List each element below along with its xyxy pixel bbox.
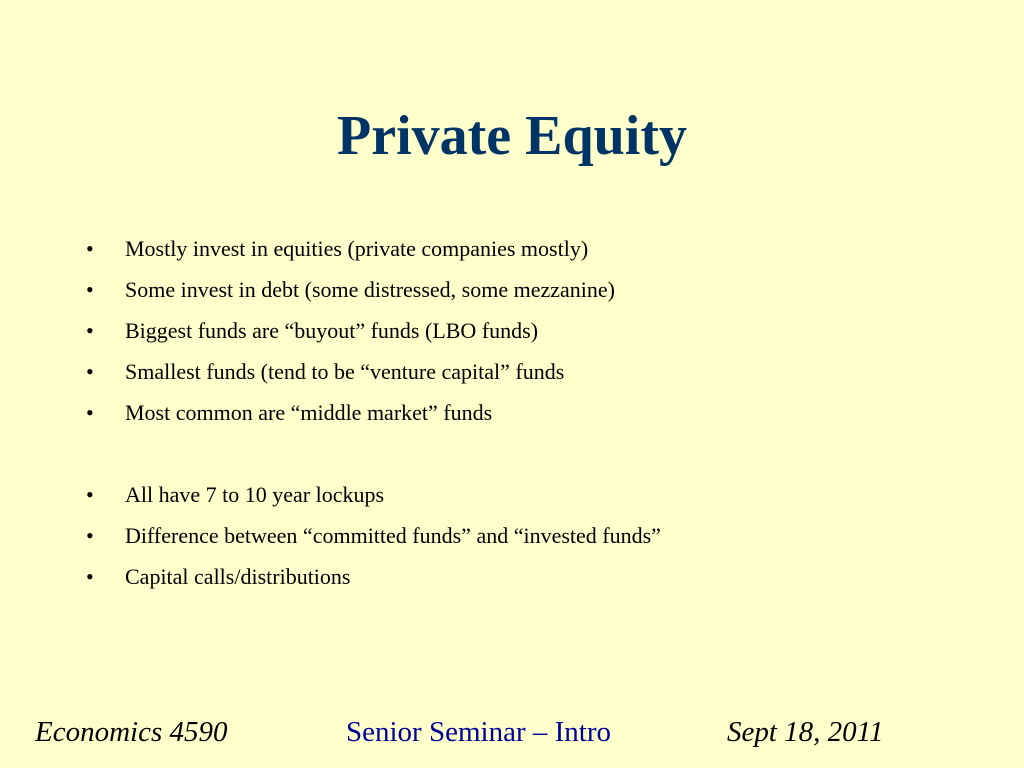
bullet-text: Mostly invest in equities (private companies mostly) <box>125 236 589 261</box>
bullet-text: Smallest funds (tend to be “venture capital” funds <box>125 359 565 384</box>
slide-title: Private Equity <box>337 105 687 167</box>
bullet-symbol: • <box>86 564 94 589</box>
bullet-symbol: • <box>86 523 94 548</box>
bullet-item <box>86 474 966 515</box>
bullet-item <box>86 515 966 556</box>
bullet-item <box>86 392 966 433</box>
bullet-item <box>86 228 966 269</box>
bullet-text: All have 7 to 10 year lockups <box>125 482 385 507</box>
bullet-symbol: • <box>86 482 94 507</box>
bullet-text: Biggest funds are “buyout” funds (LBO funds) <box>125 318 539 343</box>
bullet-item <box>86 351 966 392</box>
bullet-text: Capital calls/distributions <box>125 564 351 589</box>
bullet-item <box>86 310 966 351</box>
bullet-symbol: • <box>86 277 94 302</box>
bullet-symbol: • <box>86 318 94 343</box>
bullet-symbol: • <box>86 236 94 261</box>
footer-date: Sept 18, 2011 <box>727 716 884 748</box>
bullet-item <box>86 269 966 310</box>
bullet-text: Most common are “middle market” funds <box>125 400 493 425</box>
bullet-text: Some invest in debt (some distressed, some mezzanine) <box>125 277 615 302</box>
bullet-symbol: • <box>86 359 94 384</box>
bullet-spacer <box>86 433 966 474</box>
footer-seminar: Senior Seminar – Intro <box>346 716 611 748</box>
bullet-list <box>86 228 966 597</box>
bullet-text: Difference between “committed funds” and “invested funds” <box>125 523 661 548</box>
bullet-item <box>86 556 966 597</box>
footer-course: Economics 4590 <box>35 716 228 748</box>
bullet-symbol: • <box>86 400 94 425</box>
